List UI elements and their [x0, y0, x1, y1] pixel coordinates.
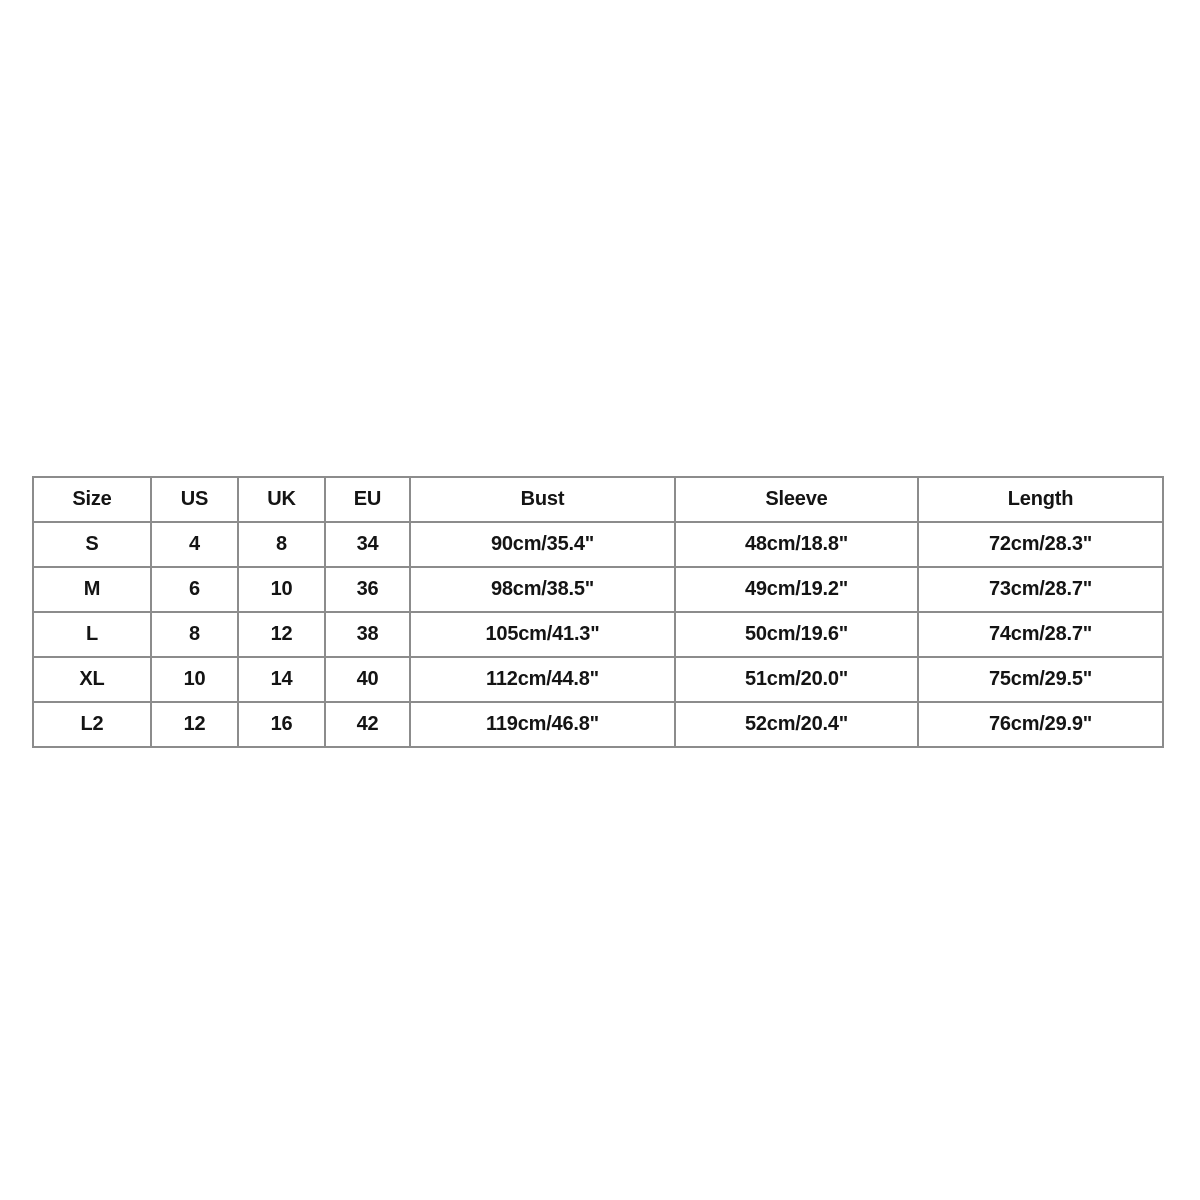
cell-length: 73cm/28.7" [918, 567, 1163, 612]
cell-us: 12 [151, 702, 238, 747]
cell-uk: 12 [238, 612, 325, 657]
cell-eu: 40 [325, 657, 410, 702]
cell-sleeve: 49cm/19.2" [675, 567, 918, 612]
header-length: Length [918, 477, 1163, 522]
cell-sleeve: 52cm/20.4" [675, 702, 918, 747]
cell-size: XL [33, 657, 151, 702]
header-bust: Bust [410, 477, 675, 522]
header-us: US [151, 477, 238, 522]
cell-length: 76cm/29.9" [918, 702, 1163, 747]
cell-size: L2 [33, 702, 151, 747]
table-row [33, 657, 1163, 702]
cell-length: 75cm/29.5" [918, 657, 1163, 702]
cell-eu: 34 [325, 522, 410, 567]
cell-bust: 119cm/46.8" [410, 702, 675, 747]
cell-eu: 36 [325, 567, 410, 612]
cell-size: S [33, 522, 151, 567]
cell-sleeve: 50cm/19.6" [675, 612, 918, 657]
cell-us: 8 [151, 612, 238, 657]
cell-uk: 10 [238, 567, 325, 612]
cell-uk: 8 [238, 522, 325, 567]
cell-bust: 90cm/35.4" [410, 522, 675, 567]
cell-sleeve: 51cm/20.0" [675, 657, 918, 702]
cell-eu: 38 [325, 612, 410, 657]
cell-uk: 14 [238, 657, 325, 702]
cell-us: 6 [151, 567, 238, 612]
cell-bust: 105cm/41.3" [410, 612, 675, 657]
header-eu: EU [325, 477, 410, 522]
cell-size: L [33, 612, 151, 657]
header-uk: UK [238, 477, 325, 522]
cell-sleeve: 48cm/18.8" [675, 522, 918, 567]
cell-us: 10 [151, 657, 238, 702]
cell-uk: 16 [238, 702, 325, 747]
table-row [33, 702, 1163, 747]
header-size: Size [33, 477, 151, 522]
cell-us: 4 [151, 522, 238, 567]
header-sleeve: Sleeve [675, 477, 918, 522]
cell-length: 74cm/28.7" [918, 612, 1163, 657]
cell-bust: 98cm/38.5" [410, 567, 675, 612]
cell-length: 72cm/28.3" [918, 522, 1163, 567]
table-header-row [33, 477, 1163, 522]
cell-eu: 42 [325, 702, 410, 747]
size-chart-table [32, 476, 1164, 748]
cell-size: M [33, 567, 151, 612]
table-row [33, 612, 1163, 657]
cell-bust: 112cm/44.8" [410, 657, 675, 702]
table-row [33, 522, 1163, 567]
table-row [33, 567, 1163, 612]
